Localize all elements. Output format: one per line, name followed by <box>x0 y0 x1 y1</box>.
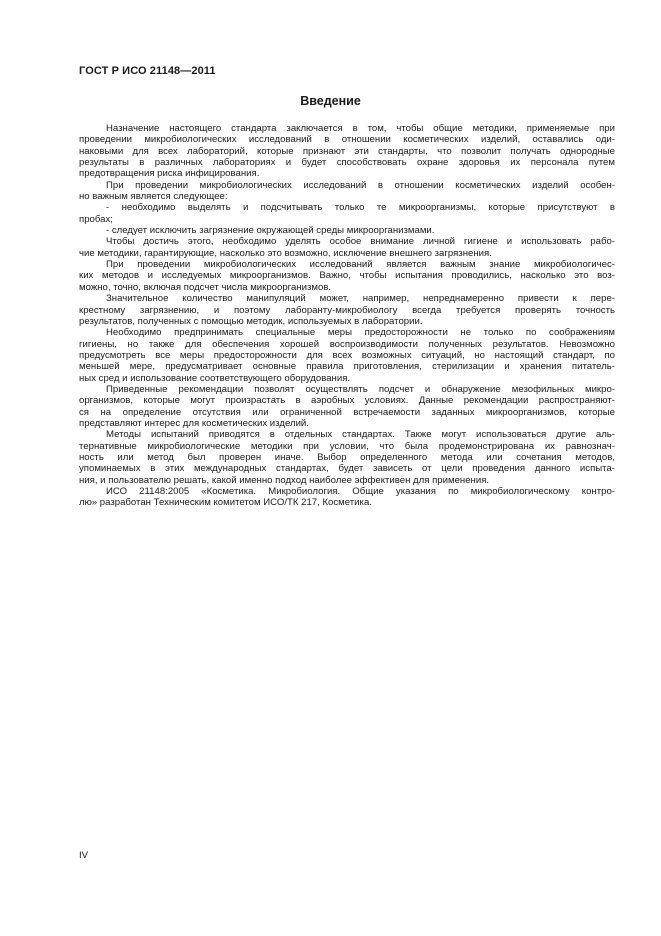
text-line: упоминаемых в этих международных стандартах, будет зависеть от цели проведения данного испыта- <box>79 463 615 475</box>
text-line: - следует исключить загрязнение окружающей среды микроорганизмами. <box>106 225 435 237</box>
paragraph <box>79 384 615 429</box>
text-line: Назначение настоящего стандарта заключается в том, чтобы общие методики, применяемые при <box>106 123 615 134</box>
text-line: чие методики, гарантирующие, насколько это возможно, исключение внешнего загрязнения. <box>79 247 492 259</box>
text-line: Чтобы достичь этого, необходимо уделять особое внимание личной гигиене и использовать рабо- <box>106 236 615 248</box>
text-line: организмов, которые могут произрастать в аэробных условиях. Данные рекомендации распространяют- <box>79 395 615 407</box>
text-line: пробах; <box>79 213 113 225</box>
text-line: лю» разработан Техническим комитетом ИСО/ТК 217, Косметика. <box>79 497 372 509</box>
text-line: тернативные микробиологические методики при условии, что была продемонстрирована их равнознач- <box>79 440 615 452</box>
paragraph <box>79 236 615 259</box>
text-line: проведении микробиологических исследований в отношении косметических изделий, оставались оди- <box>79 134 615 146</box>
text-line: предусмотреть все меры предосторожности для всех возможных ситуаций, но настоящий стандарт, по <box>79 349 615 361</box>
text-line: ность или метод был проверен иначе. Выбор определенного метода или сочетания методов, <box>79 451 615 463</box>
paragraph <box>79 180 615 203</box>
text-line: результатов, полученных с помощью методик, используемых в лаборатории. <box>79 315 423 327</box>
text-line: Методы испытаний приводятся в отдельных стандартах. Также могут использоваться другие аль- <box>106 429 615 441</box>
text-line: гигиены, но также для обеспечения хорошей воспроизводимости полученных результатов. Невозможно <box>79 338 615 350</box>
document-header: ГОСТ Р ИСО 21148—2011 <box>79 65 216 77</box>
text-line: ИСО 21148:2005 «Косметика. Микробиология. Общие указания по микробиологическому контро- <box>106 486 615 497</box>
page-number: IV <box>79 850 89 861</box>
text-line: представляют интерес для косметических изделий. <box>79 417 309 429</box>
paragraph <box>79 225 615 236</box>
text-line: ных сред и использование соответствующего оборудования. <box>79 372 351 384</box>
text-line: наковыми для всех лабораторий, которые признают эти стандарты, что позволит получать однородные <box>79 145 615 157</box>
text-line: ся на определение отсутствия или ограниченной встречаемости заданных микроорганизмов, которые <box>79 406 615 418</box>
text-line: Необходимо предпринимать специальные меры предосторожности не только по соображениям <box>106 327 615 339</box>
paragraph <box>79 429 615 486</box>
text-line: ких методов и исследуемых микроорганизмов. Важно, чтобы испытания проводились, насколько это воз- <box>79 270 615 282</box>
section-title: Введение <box>300 94 361 108</box>
paragraph <box>79 123 615 180</box>
text-line: Приведенные рекомендации позволят осуществлять подсчет и обнаружение мезофильных микро- <box>106 383 615 395</box>
paragraph <box>79 202 615 225</box>
text-line: - необходимо выделять и подсчитывать только те микроорганизмы, которые присутствуют в <box>106 202 615 214</box>
text-line: Значительное количество манипуляций может, например, непреднамеренно привести к пере- <box>106 293 615 305</box>
body-text <box>79 123 615 509</box>
text-line: крестному загрязнению, и поэтому лаборанту-микробиологу всегда требуется проверять точность <box>79 304 615 316</box>
text-line: меньшей мере, предусматривает основные правила приготовления, стерилизации и хранения питатель- <box>79 361 615 373</box>
paragraph <box>79 327 615 384</box>
text-line: но важным является следующее: <box>79 191 228 203</box>
paragraph <box>79 486 615 509</box>
text-line: ния, и пользователю решать, какой именно подход наиболее эффективен для применения. <box>79 474 490 486</box>
text-line: результаты в различных лабораториях и будет способствовать охране здоровья их персонала путем <box>79 157 615 169</box>
paragraph <box>79 259 615 293</box>
text-line: При проведении микробиологических исследований является важным знание микробиологичес- <box>106 259 615 271</box>
text-line: При проведении микробиологических исследований в отношении косметических изделий особен- <box>106 179 615 191</box>
text-line: можно, точно, включая подсчет числа микроорганизмов. <box>79 281 332 293</box>
paragraph <box>79 293 615 327</box>
text-line: предотвращения риска инфицирования. <box>79 168 260 180</box>
